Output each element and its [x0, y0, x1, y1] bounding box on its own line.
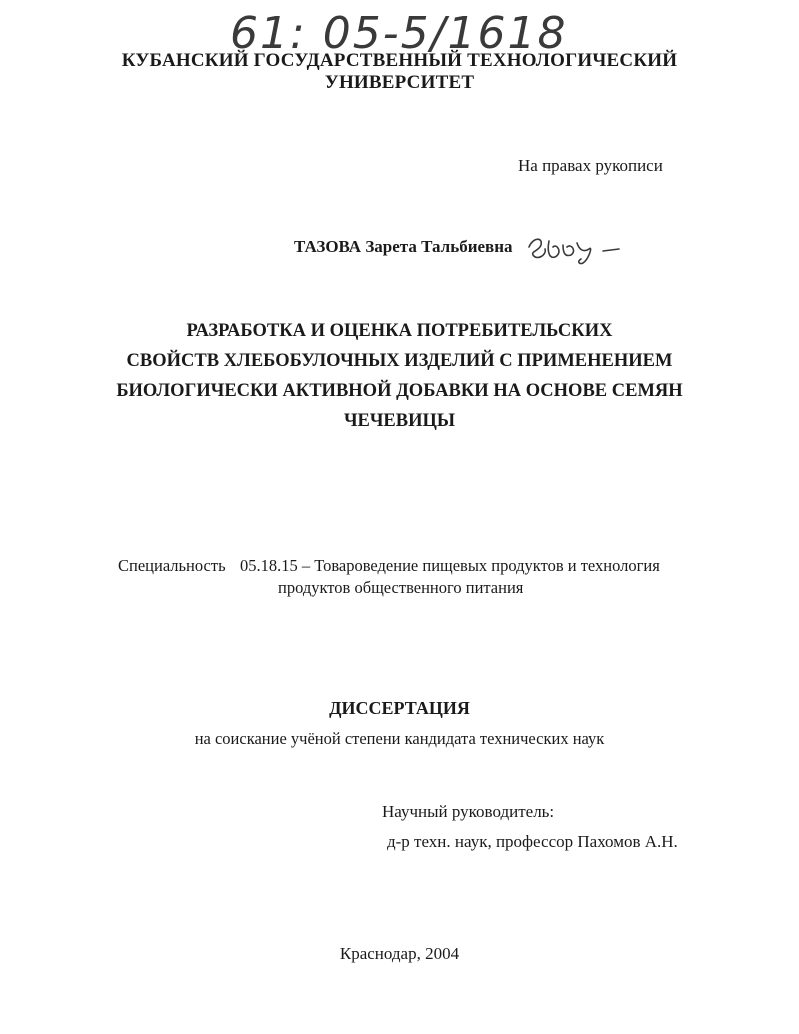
dissertation-subheading: на соискание учёной степени кандидата технических наук	[194, 729, 605, 748]
specialty-line-1: 05.18.15 – Товароведение пищевых продуктов и технология	[240, 556, 660, 575]
title-line: РАЗРАБОТКА И ОЦЕНКА ПОТРЕБИТЕЛЬСКИХ	[186, 321, 613, 341]
university-line-1: КУБАНСКИЙ ГОСУДАРСТВЕННЫЙ ТЕХНОЛОГИЧЕСКИЙ	[121, 50, 678, 71]
author-block	[294, 229, 629, 269]
specialty-line-2: продуктов общественного питания	[278, 578, 524, 597]
university-line-2: УНИВЕРСИТЕТ	[324, 72, 475, 93]
title-line: БИОЛОГИЧЕСКИ АКТИВНОЙ ДОБАВКИ НА ОСНОВЕ СЕМЯН	[116, 381, 683, 401]
dissertation-title	[0, 316, 799, 436]
title-line: ЧЕЧЕВИЦЫ	[343, 411, 456, 431]
title-line: СВОЙСТВ ХЛЕБОБУЛОЧНЫХ ИЗДЕЛИЙ С ПРИМЕНЕНИЕМ	[126, 351, 673, 371]
author-name: ТАЗОВА Зарета Тальбиевна	[294, 237, 513, 256]
supervisor-name: д-р техн. наук, профессор Пахомов А.Н.	[387, 832, 678, 851]
specialty-block	[118, 555, 660, 597]
signature-stroke	[529, 239, 619, 263]
specialty-label: Специальность	[118, 556, 226, 575]
dissertation-heading: ДИССЕРТАЦИЯ	[329, 698, 470, 718]
university-header	[0, 50, 799, 94]
supervisor-label: Научный руководитель:	[382, 802, 555, 821]
handwritten-archive-code	[228, 4, 568, 59]
rights-note: На правах рукописи	[518, 156, 663, 175]
handwritten-code-text: 61: 05-5/1618	[230, 8, 568, 59]
author-signature	[519, 229, 629, 269]
city-year: Краснодар, 2004	[339, 944, 460, 963]
